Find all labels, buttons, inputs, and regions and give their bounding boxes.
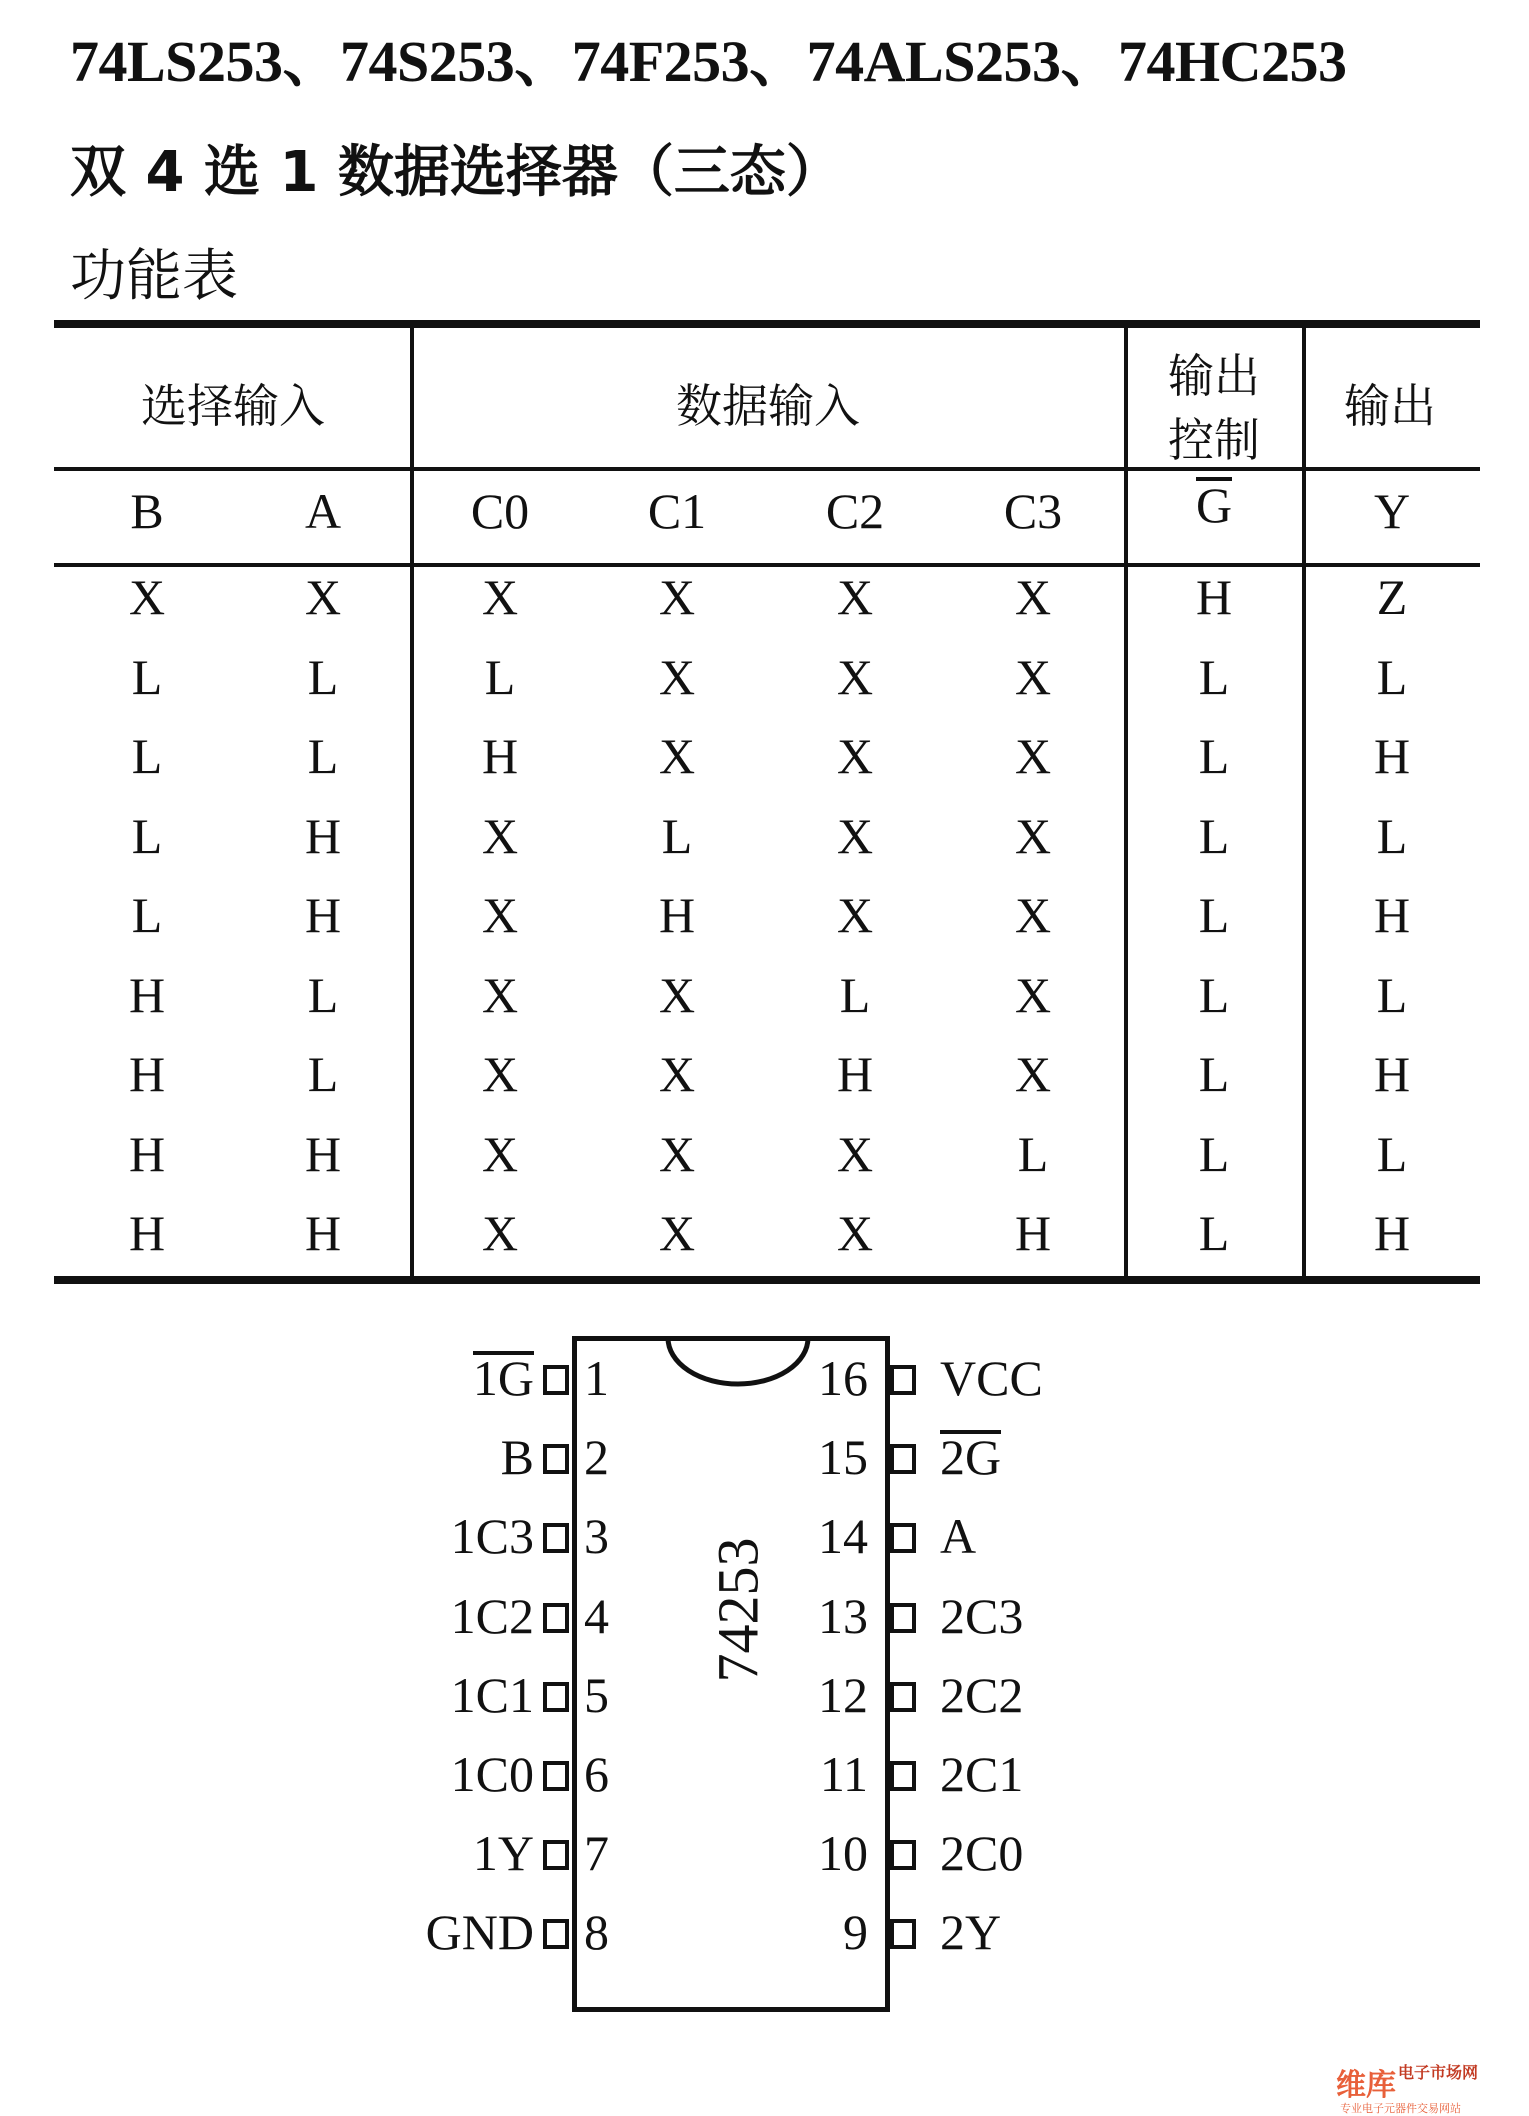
ic-name: 74253	[705, 1537, 771, 1683]
pin-box	[543, 1603, 569, 1633]
table-cell: X	[481, 807, 519, 864]
pin-box	[890, 1523, 916, 1553]
pin-box	[890, 1761, 916, 1791]
table-bottom-rule	[54, 1276, 1480, 1284]
pin-number: 11	[819, 1746, 868, 1802]
column-header-b	[102, 482, 192, 540]
pin-box	[890, 1840, 916, 1870]
pin-label	[940, 1429, 1001, 1485]
pin-box	[890, 1444, 916, 1474]
pin-label	[940, 1825, 1023, 1881]
pin-label-text: 2C1	[940, 1746, 1024, 1802]
column-header-text: A	[304, 483, 342, 539]
table-cell: L	[307, 648, 339, 705]
pin-label	[330, 1825, 534, 1881]
pin-box	[543, 1840, 569, 1870]
table-cell: L	[1198, 1125, 1230, 1182]
pin-number: 14	[818, 1508, 868, 1565]
column-header-c3	[988, 482, 1078, 540]
pin-label-text: 1C1	[450, 1666, 534, 1723]
pin-number: 3	[584, 1508, 609, 1565]
table-cell: H	[481, 728, 519, 784]
column-header-text: C3	[1003, 483, 1063, 539]
table-cell: X	[481, 1205, 519, 1261]
pin-box	[543, 1444, 569, 1474]
table-cell: H	[1014, 1205, 1052, 1261]
watermark-tagline: 电子市场网	[1398, 2063, 1479, 2082]
table-cell: X	[658, 1046, 696, 1102]
pin-number: 7	[584, 1825, 609, 1882]
pin-label	[330, 1904, 534, 1960]
table-cell: L	[131, 728, 163, 784]
table-cell: H	[1373, 1046, 1411, 1102]
pin-label-text: GND	[425, 1904, 534, 1961]
column-header-text: C0	[470, 483, 530, 539]
pin-number: 1	[584, 1350, 609, 1406]
table-cell: X	[836, 648, 874, 705]
header-output-control-line2: 控制	[1168, 413, 1260, 467]
table-cell: X	[304, 569, 342, 625]
pin-label-text: 2G	[940, 1429, 1002, 1486]
table-cell: X	[836, 1125, 874, 1182]
table-cell: X	[658, 1205, 696, 1261]
watermark-sub: 专业电子元器件交易网站	[1340, 2102, 1461, 2115]
table-cell: X	[481, 569, 519, 625]
table-cell: H	[658, 887, 696, 943]
column-header-text: C1	[647, 483, 707, 539]
site-watermark	[1336, 2060, 1526, 2115]
column-header-c0	[455, 482, 545, 540]
watermark-brand: 维库	[1336, 2068, 1396, 2103]
pin-box	[543, 1761, 569, 1791]
pin-label	[940, 1350, 1043, 1406]
column-header-text: G	[1195, 477, 1233, 533]
pin-label-text: 1C3	[450, 1508, 534, 1565]
table-cell: X	[1014, 1046, 1052, 1102]
table-cell: H	[1373, 728, 1411, 784]
pin-label	[940, 1508, 976, 1564]
table-cell: L	[1376, 648, 1408, 705]
table-cell: L	[839, 966, 871, 1023]
title-description: 双 4 选 1 数据选择器（三态）	[70, 140, 842, 205]
table-cell: X	[1014, 648, 1052, 705]
table-cell: L	[131, 807, 163, 864]
pin-box	[890, 1919, 916, 1949]
table-cell: L	[661, 807, 693, 864]
header-output-control-line1: 输出	[1168, 349, 1260, 403]
table-cell: L	[1198, 1205, 1230, 1261]
pin-number: 15	[818, 1429, 868, 1486]
column-header-a	[278, 482, 368, 540]
table-cell: X	[1014, 887, 1052, 943]
table-cell: X	[481, 1046, 519, 1102]
table-cell: L	[1376, 966, 1408, 1023]
table-cell: H	[304, 887, 342, 943]
table-cell: H	[1373, 887, 1411, 943]
pin-number: 10	[818, 1825, 868, 1882]
table-cell: L	[1198, 648, 1230, 705]
pin-label-text: 1G	[472, 1350, 534, 1406]
table-cell: X	[836, 1205, 874, 1261]
table-cell: L	[1017, 1125, 1049, 1182]
pin-number: 13	[818, 1587, 868, 1644]
table-cell: L	[484, 648, 516, 705]
pin-label	[330, 1429, 534, 1485]
pin-number: 4	[584, 1587, 609, 1644]
table-divider-3	[1302, 326, 1306, 1278]
pin-label	[330, 1588, 534, 1644]
table-cell: H	[304, 807, 342, 864]
table-cell: L	[307, 966, 339, 1023]
table-cell: X	[1014, 807, 1052, 864]
table-cell: Z	[1376, 569, 1408, 625]
table-cell: X	[481, 1125, 519, 1182]
header-output: 输出	[1344, 379, 1436, 433]
pin-number: 5	[584, 1666, 609, 1723]
table-cell: X	[1014, 569, 1052, 625]
table-cell: X	[836, 807, 874, 864]
table-cell: L	[1198, 1046, 1230, 1102]
pin-box	[890, 1603, 916, 1633]
pin-label	[330, 1508, 534, 1564]
table-cell: L	[131, 887, 163, 943]
pin-label-text: 2C0	[940, 1825, 1024, 1882]
table-cell: H	[1195, 569, 1233, 625]
column-header-c2	[810, 482, 900, 540]
pin-number: 12	[818, 1666, 868, 1723]
pin-label-text: 1Y	[472, 1825, 534, 1882]
pin-label-text: VCC	[940, 1350, 1043, 1406]
column-header-g	[1169, 476, 1259, 534]
pin-number: 6	[584, 1746, 609, 1802]
table-cell: L	[1198, 887, 1230, 943]
table-cell: H	[128, 1046, 166, 1102]
pin-number: 16	[818, 1350, 868, 1406]
header-data-inputs: 数据输入	[676, 379, 860, 433]
pin-label	[330, 1746, 534, 1802]
pin-label	[940, 1746, 1023, 1802]
pin-label-text: 2C3	[940, 1587, 1024, 1644]
pin-label-text: 1C2	[450, 1587, 534, 1644]
pin-label	[940, 1588, 1023, 1644]
table-cell: X	[658, 648, 696, 705]
table-cell: X	[836, 569, 874, 625]
column-header-text: C2	[825, 483, 885, 539]
pin-box	[890, 1365, 916, 1395]
table-cell: X	[836, 728, 874, 784]
table-cell: X	[1014, 966, 1052, 1023]
table-title: 功能表	[70, 244, 238, 309]
table-cell: H	[304, 1125, 342, 1182]
table-cell: L	[1198, 966, 1230, 1023]
pin-label-text: B	[500, 1429, 534, 1486]
table-cell: H	[128, 1205, 166, 1261]
table-cell: X	[1014, 728, 1052, 784]
header-select-inputs: 选择输入	[141, 379, 325, 433]
pin-label	[940, 1904, 1001, 1960]
table-cell: L	[1376, 1125, 1408, 1182]
table-cell: X	[658, 728, 696, 784]
table-colhdr-rule	[54, 563, 1480, 567]
pin-number: 8	[584, 1904, 609, 1961]
pin-label-text: 1C0	[450, 1746, 534, 1802]
pin-label-text: 2C2	[940, 1666, 1024, 1723]
table-cell: X	[128, 569, 166, 625]
pin-box	[543, 1682, 569, 1712]
table-cell: H	[304, 1205, 342, 1261]
table-cell: L	[1376, 807, 1408, 864]
table-cell: X	[481, 887, 519, 943]
table-divider-1	[410, 326, 414, 1278]
table-cell: L	[1198, 728, 1230, 784]
table-divider-2	[1124, 326, 1128, 1278]
title-part-numbers: 74LS253、74S253、74F253、74ALS253、74HC253	[70, 29, 1347, 94]
table-top-rule	[54, 320, 1480, 328]
pin-number: 2	[584, 1429, 609, 1486]
pin-box	[543, 1365, 569, 1395]
table-cell: L	[131, 648, 163, 705]
table-cell: X	[658, 966, 696, 1023]
table-cell: L	[307, 728, 339, 784]
table-cell: L	[307, 1046, 339, 1102]
column-header-text: B	[130, 483, 164, 539]
table-cell: X	[836, 887, 874, 943]
pin-label-text: 2Y	[940, 1904, 1002, 1961]
pin-box	[890, 1682, 916, 1712]
table-cell: L	[1198, 807, 1230, 864]
table-cell: H	[128, 966, 166, 1023]
table-cell: H	[128, 1125, 166, 1182]
pin-label	[330, 1350, 534, 1406]
table-cell: X	[658, 1125, 696, 1182]
column-header-c1	[632, 482, 722, 540]
table-cell: H	[836, 1046, 874, 1102]
pin-label-text: A	[940, 1508, 977, 1565]
pin-box	[543, 1919, 569, 1949]
pin-box	[543, 1523, 569, 1553]
table-header-rule	[54, 467, 1480, 471]
table-cell: X	[658, 569, 696, 625]
table-cell: H	[1373, 1205, 1411, 1261]
column-header-y	[1347, 482, 1437, 540]
column-header-text: Y	[1373, 483, 1411, 539]
pin-label	[330, 1667, 534, 1723]
pin-number: 9	[843, 1904, 868, 1961]
table-cell: X	[481, 966, 519, 1023]
pin-label	[940, 1667, 1023, 1723]
